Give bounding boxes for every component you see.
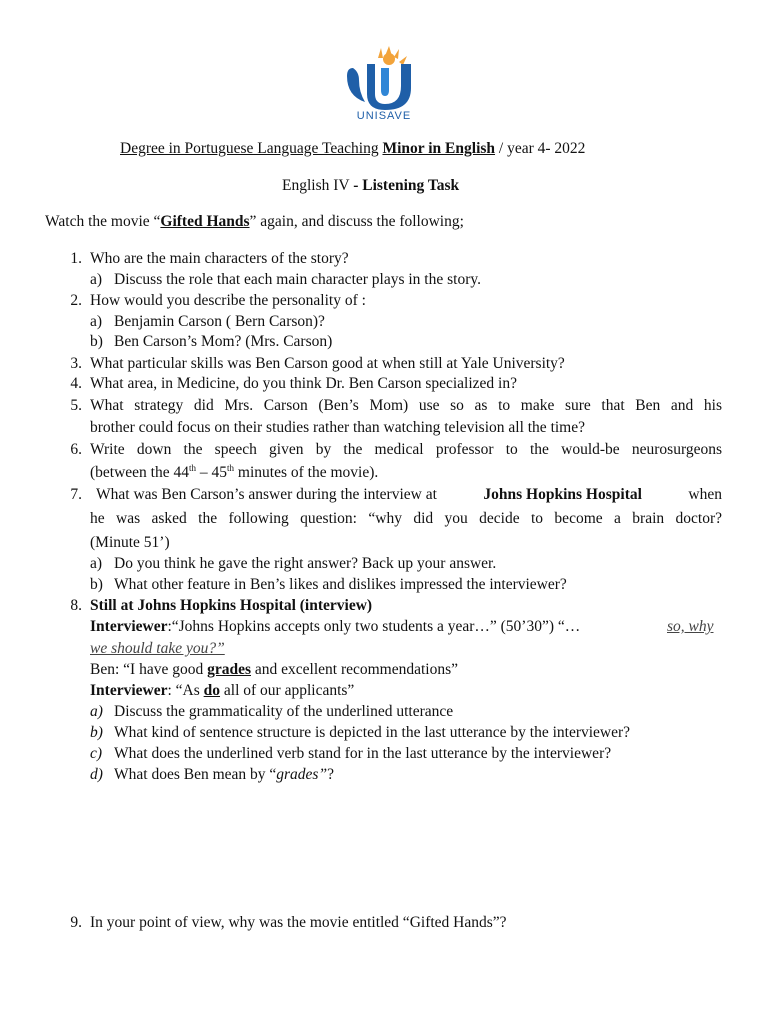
q7-sub-a: a) Do you think he gave the right answer? Back up your answer. xyxy=(90,555,497,572)
q2-text: How would you describe the personality of : xyxy=(90,292,366,309)
grades-word: grades xyxy=(207,661,251,678)
q7-number: 7. xyxy=(70,486,82,503)
degree-text: Degree in Portuguese Language Teaching xyxy=(120,140,379,157)
dash-text: - xyxy=(353,177,359,194)
q7-line3: (Minute 51’) xyxy=(90,534,170,551)
q8-quote-part2: we should take you?” xyxy=(90,640,225,657)
unisave-logo xyxy=(345,46,423,122)
q6-line2: (between the 44th – 45th minutes of the movie). xyxy=(90,462,379,481)
logo-mark xyxy=(347,64,411,110)
intro-line: Watch the movie “Gifted Hands” again, and discuss the following; xyxy=(45,213,464,230)
q7-line1: What was Ben Carson’s answer during the interview at Johns Hopkins Hospital when xyxy=(96,486,722,503)
q4-number: 4. xyxy=(70,375,82,392)
q3-number: 3. xyxy=(70,355,82,372)
q8-quote-part1: so, why xyxy=(667,618,714,635)
q6-number: 6. xyxy=(70,441,82,458)
q2-number: 2. xyxy=(70,292,82,309)
q6-line1: Write down the speech given by the medical professor to the would-be neurosurgeons xyxy=(90,441,722,458)
q8-sub-d: d) What does Ben mean by “grades”? xyxy=(90,766,334,783)
sun-icon xyxy=(378,46,407,65)
q7-line2: he was asked the following question: “why did you decide to become a brain doctor? xyxy=(90,510,722,527)
q5-line2: brother could focus on their studies rather than watching television all the time? xyxy=(90,419,585,436)
q8-number: 8. xyxy=(70,597,82,614)
do-word: do xyxy=(203,682,221,699)
task-title: Listening Task xyxy=(362,177,460,194)
minor-text: Minor in English xyxy=(382,140,496,157)
q1-sub-a: a) Discuss the role that each main character plays in the story. xyxy=(90,271,481,288)
q8-sub-c: c) What does the underlined verb stand for in the last utterance by the interviewer? xyxy=(90,745,612,762)
q7-sub-b: b) What other feature in Ben’s likes and dislikes impressed the interviewer? xyxy=(90,576,567,593)
q9-text: In your point of view, why was the movie entitled “Gifted Hands”? xyxy=(90,914,507,931)
degree-line xyxy=(120,139,585,159)
q9-number: 9. xyxy=(70,914,82,931)
q2-sub-a: a) Benjamin Carson ( Bern Carson)? xyxy=(90,313,325,330)
logo-mark-accent xyxy=(381,68,389,96)
q3-text: What particular skills was Ben Carson good at when still at Yale University? xyxy=(90,355,565,372)
course-text: English IV xyxy=(282,177,350,194)
hospital-name: Johns Hopkins Hospital xyxy=(483,486,642,503)
q8-interviewer-line: Interviewer:“Johns Hopkins accepts only two students a year…” (50’30”) “… xyxy=(90,618,581,635)
course-line xyxy=(282,176,459,196)
movie-title: Gifted Hands xyxy=(160,213,250,230)
q2-sub-b: b) Ben Carson’s Mom? (Mrs. Carson) xyxy=(90,333,333,350)
q8-title: Still at Johns Hopkins Hospital (interview) xyxy=(90,597,373,614)
year-text: / year 4- 2022 xyxy=(498,140,586,157)
q8-interviewer-line2: Interviewer: “As do all of our applicants” xyxy=(90,682,355,699)
q4-text: What area, in Medicine, do you think Dr. Ben Carson specialized in? xyxy=(90,375,517,392)
q8-ben-line: Ben: “I have good grades and excellent recommendations” xyxy=(90,661,459,678)
q5-line1: What strategy did Mrs. Carson (Ben’s Mom) use so as to make sure that Ben and his xyxy=(90,397,722,414)
q8-sub-b: b) What kind of sentence structure is depicted in the last utterance by the interviewer? xyxy=(90,724,631,741)
logo-text: UNISAVE xyxy=(356,110,412,122)
q5-number: 5. xyxy=(70,397,82,414)
q1-text: Who are the main characters of the story? xyxy=(90,250,349,267)
q1-number: 1. xyxy=(70,250,82,267)
q8-sub-a: a) Discuss the grammaticality of the underlined utterance xyxy=(90,703,454,720)
